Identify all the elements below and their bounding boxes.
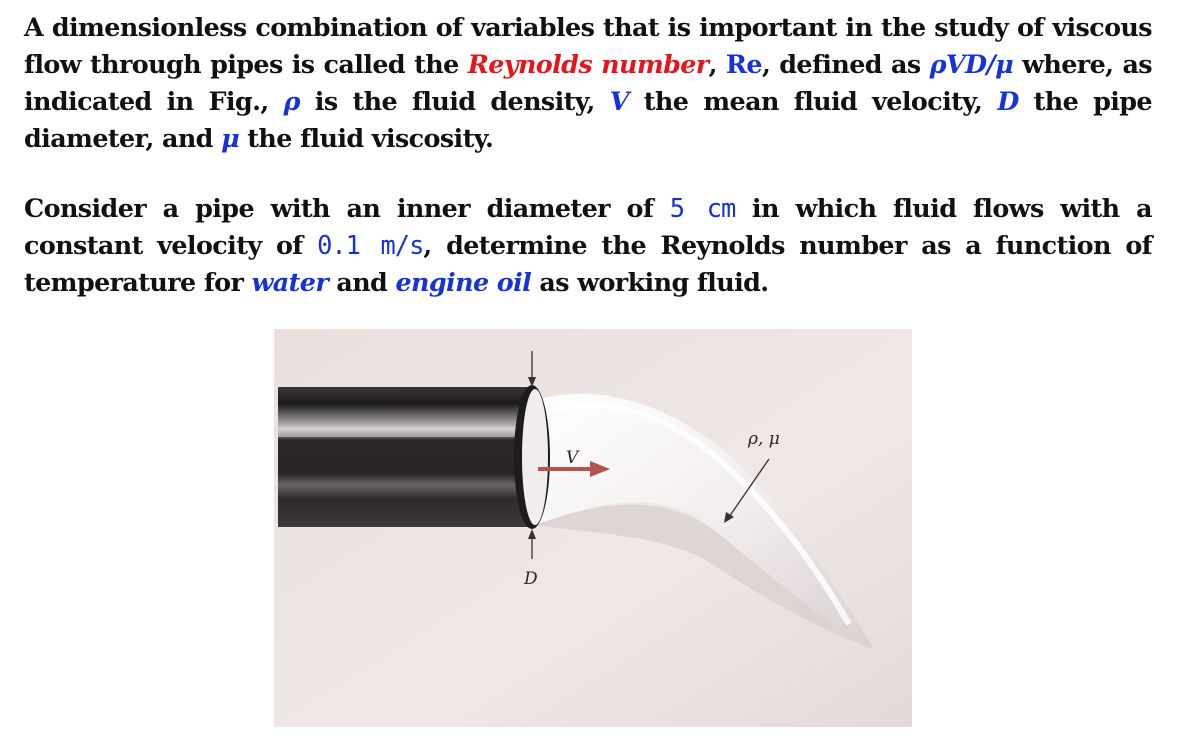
pipe-opening bbox=[522, 389, 548, 525]
diameter-value: 5 cm bbox=[669, 193, 736, 223]
text: and bbox=[328, 267, 396, 297]
reynolds-formula: ρVD/μ bbox=[929, 49, 1014, 79]
velocity-value: 0.1 m/s bbox=[317, 230, 424, 260]
intro-paragraph bbox=[24, 9, 1152, 157]
diameter-symbol: D bbox=[997, 86, 1019, 116]
pipe-flow-illustration bbox=[274, 329, 912, 727]
re-symbol: Re bbox=[725, 49, 762, 79]
text: the mean fluid velocity, bbox=[628, 86, 998, 116]
diameter-label: D bbox=[524, 569, 538, 589]
velocity-symbol: V bbox=[609, 86, 629, 116]
text: the pipe diameter, and bbox=[24, 86, 1152, 153]
text: , bbox=[708, 49, 726, 79]
rho-symbol: ρ bbox=[283, 86, 300, 116]
velocity-label: V bbox=[566, 448, 579, 468]
text: , defined as bbox=[761, 49, 930, 79]
text: in which fluid flows with a constant velocity of bbox=[24, 193, 1153, 260]
fluid-engine-oil: engine oil bbox=[395, 267, 532, 297]
text: where, as indicated in Fig., bbox=[24, 49, 1152, 116]
problem-paragraph bbox=[24, 190, 1152, 301]
pipe-flow-figure bbox=[274, 329, 912, 727]
text: as working fluid. bbox=[531, 267, 769, 297]
pipe-reflection bbox=[278, 427, 534, 437]
density-viscosity-label: ρ, μ bbox=[748, 429, 780, 449]
text: is the fluid density, bbox=[299, 86, 610, 116]
fluid-water: water bbox=[251, 267, 329, 297]
text: the fluid viscosity. bbox=[239, 123, 494, 153]
reynolds-number-term: Reynolds number bbox=[467, 49, 709, 79]
text: , determine the Reynolds number as a function of temperature for bbox=[24, 230, 1152, 297]
text: Consider a pipe with an inner diameter of bbox=[24, 193, 670, 223]
text: A dimensionless combination of variables that is important in the study of viscous flow through pipes is called the bbox=[24, 12, 1152, 79]
pipe-body bbox=[278, 387, 534, 527]
mu-symbol: μ bbox=[221, 123, 240, 153]
